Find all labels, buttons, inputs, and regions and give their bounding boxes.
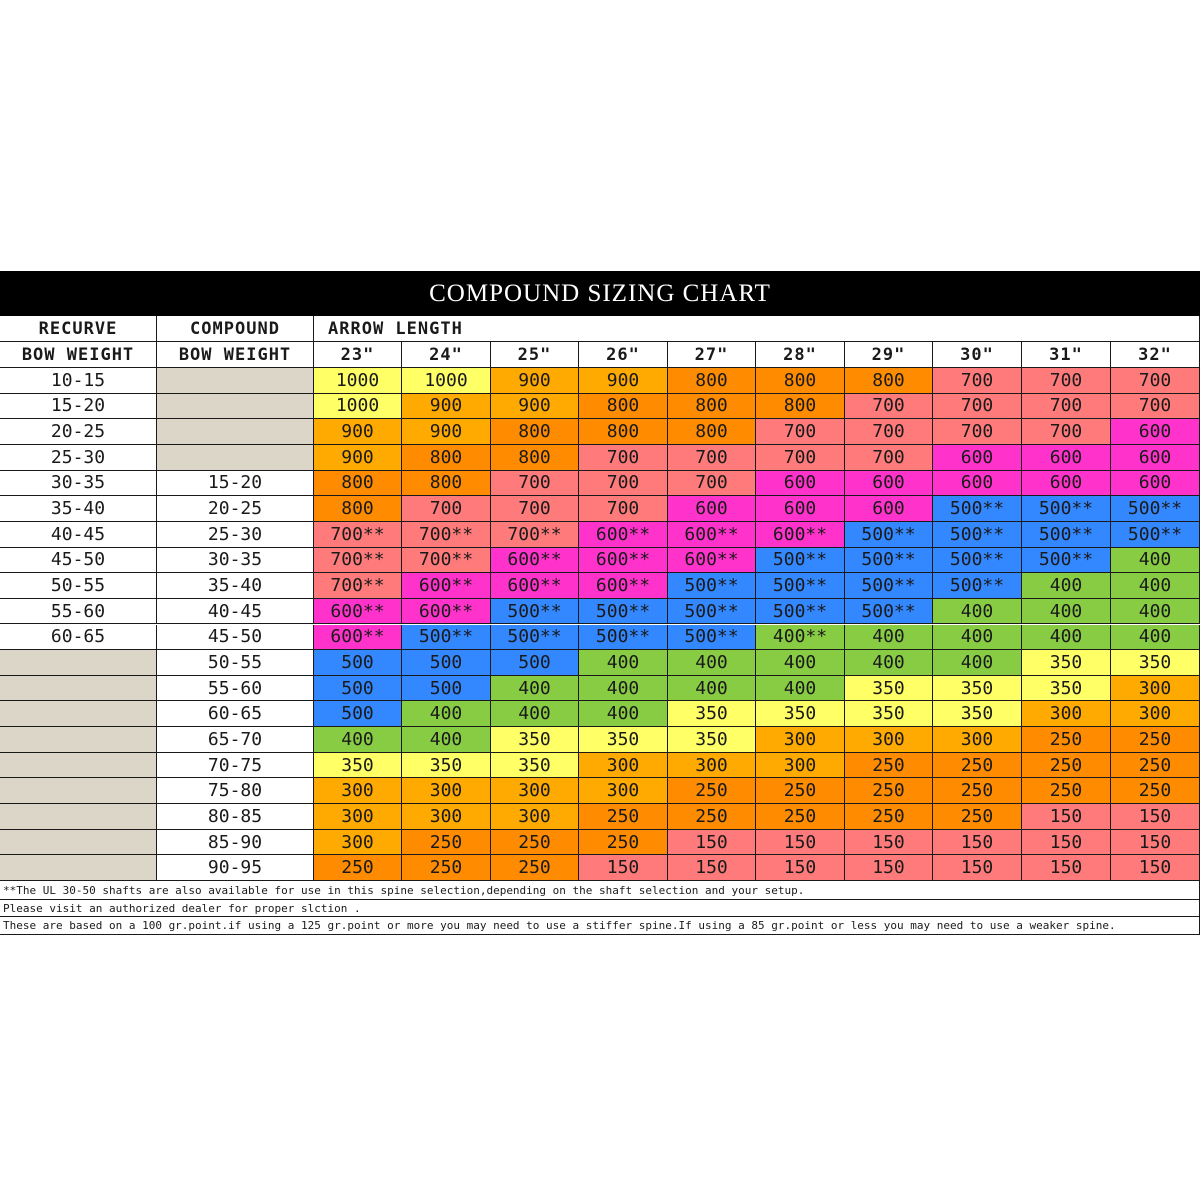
- spine-value-cell: 500: [314, 650, 402, 676]
- compound-weight: 40-45: [157, 599, 314, 625]
- spine-value-cell: 500**: [845, 522, 933, 548]
- spine-value-cell: 500**: [933, 573, 1022, 599]
- spine-value-cell: 150: [668, 855, 756, 881]
- spine-value-cell: 600: [1111, 471, 1200, 497]
- compound-weight: [157, 394, 314, 420]
- spine-value-cell: 150: [933, 855, 1022, 881]
- spine-value-cell: 800: [491, 419, 579, 445]
- spine-value-cell: 250: [756, 804, 845, 830]
- spine-value-cell: 150: [756, 830, 845, 856]
- compound-weight: 85-90: [157, 830, 314, 856]
- spine-value-cell: 800: [668, 368, 756, 394]
- spine-value-cell: 700: [668, 471, 756, 497]
- spine-value-cell: 700**: [402, 548, 491, 574]
- spine-value-cell: 350: [314, 753, 402, 779]
- spine-value-cell: 150: [756, 855, 845, 881]
- recurve-weight: [0, 676, 157, 702]
- spine-value-cell: 500: [491, 650, 579, 676]
- spine-value-cell: 350: [668, 727, 756, 753]
- spine-value-cell: 600**: [756, 522, 845, 548]
- spine-value-cell: 500**: [668, 625, 756, 651]
- spine-value-cell: 300: [933, 727, 1022, 753]
- spine-value-cell: 400: [402, 727, 491, 753]
- compound-header-line1: COMPOUND: [157, 316, 314, 342]
- spine-value-cell: 250: [1022, 778, 1111, 804]
- spine-value-cell: 600: [1022, 445, 1111, 471]
- spine-value-cell: 250: [668, 778, 756, 804]
- spine-value-cell: 700**: [402, 522, 491, 548]
- spine-value-cell: 800: [402, 471, 491, 497]
- spine-value-cell: 150: [1111, 855, 1200, 881]
- spine-value-cell: 600: [668, 496, 756, 522]
- spine-value-cell: 250: [1022, 753, 1111, 779]
- spine-value-cell: 500**: [491, 599, 579, 625]
- spine-value-cell: 300: [491, 778, 579, 804]
- spine-value-cell: 350: [1022, 676, 1111, 702]
- spine-value-cell: 500**: [491, 625, 579, 651]
- spine-value-cell: 700: [579, 445, 668, 471]
- spine-value-cell: 600**: [579, 548, 668, 574]
- spine-value-cell: 500**: [933, 522, 1022, 548]
- spine-value-cell: 500: [314, 676, 402, 702]
- spine-value-cell: 600: [933, 471, 1022, 497]
- arrow-length-9: 31": [1022, 342, 1111, 368]
- recurve-weight: 55-60: [0, 599, 157, 625]
- spine-value-cell: 500**: [1022, 548, 1111, 574]
- spine-value-cell: 400: [1111, 599, 1200, 625]
- spine-value-cell: 500: [314, 701, 402, 727]
- compound-weight: 80-85: [157, 804, 314, 830]
- spine-value-cell: 150: [1111, 804, 1200, 830]
- recurve-weight: [0, 855, 157, 881]
- spine-value-cell: 400: [845, 650, 933, 676]
- spine-value-cell: 250: [1111, 727, 1200, 753]
- spine-value-cell: 400: [491, 676, 579, 702]
- spine-value-cell: 250: [933, 804, 1022, 830]
- spine-value-cell: 350: [845, 701, 933, 727]
- arrow-length-4: 26": [579, 342, 668, 368]
- spine-value-cell: 300: [756, 727, 845, 753]
- spine-value-cell: 400: [845, 625, 933, 651]
- spine-value-cell: 600: [1111, 445, 1200, 471]
- spine-value-cell: 500**: [756, 548, 845, 574]
- spine-value-cell: 300: [1022, 701, 1111, 727]
- spine-value-cell: 600**: [579, 522, 668, 548]
- spine-value-cell: 700: [1022, 394, 1111, 420]
- spine-value-cell: 700: [668, 445, 756, 471]
- spine-value-cell: 500**: [933, 548, 1022, 574]
- spine-value-cell: 150: [845, 855, 933, 881]
- spine-value-cell: 700: [845, 419, 933, 445]
- recurve-weight: 10-15: [0, 368, 157, 394]
- spine-value-cell: 800: [756, 368, 845, 394]
- footnote-3: These are based on a 100 gr.point.if using a 125 gr.point or more you may need to use a stiffer spine.If using a 85 gr.point or less you may need to use a weaker spine.: [0, 917, 1200, 935]
- spine-value-cell: 250: [402, 830, 491, 856]
- spine-value-cell: 250: [1022, 727, 1111, 753]
- spine-value-cell: 600**: [402, 573, 491, 599]
- spine-value-cell: 350: [491, 753, 579, 779]
- arrow-length-3: 25": [491, 342, 579, 368]
- compound-weight: 65-70: [157, 727, 314, 753]
- spine-value-cell: 400: [491, 701, 579, 727]
- compound-weight: 60-65: [157, 701, 314, 727]
- spine-value-cell: 600**: [668, 522, 756, 548]
- recurve-header-line1: RECURVE: [0, 316, 157, 342]
- spine-value-cell: 900: [402, 394, 491, 420]
- spine-value-cell: 500: [402, 650, 491, 676]
- spine-value-cell: 300: [756, 753, 845, 779]
- compound-weight: [157, 368, 314, 394]
- spine-value-cell: 600: [933, 445, 1022, 471]
- spine-value-cell: 700: [1111, 368, 1200, 394]
- spine-value-cell: 250: [756, 778, 845, 804]
- spine-value-cell: 700: [845, 445, 933, 471]
- spine-value-cell: 400: [579, 701, 668, 727]
- spine-value-cell: 350: [1022, 650, 1111, 676]
- spine-value-cell: 600: [1022, 471, 1111, 497]
- chart-title: COMPOUND SIZING CHART: [0, 271, 1200, 316]
- spine-value-cell: 600**: [402, 599, 491, 625]
- spine-value-cell: 400: [1022, 573, 1111, 599]
- spine-value-cell: 500**: [933, 496, 1022, 522]
- compound-header-line2: BOW WEIGHT: [157, 342, 314, 368]
- spine-value-cell: 500**: [1022, 522, 1111, 548]
- spine-value-cell: 400: [1111, 573, 1200, 599]
- spine-value-cell: 250: [845, 804, 933, 830]
- spine-value-cell: 800: [314, 471, 402, 497]
- spine-value-cell: 350: [933, 676, 1022, 702]
- arrow-length-8: 30": [933, 342, 1022, 368]
- spine-value-cell: 250: [402, 855, 491, 881]
- spine-value-cell: 600: [845, 471, 933, 497]
- spine-value-cell: 600: [1111, 419, 1200, 445]
- spine-value-cell: 300: [402, 804, 491, 830]
- spine-value-cell: 800: [756, 394, 845, 420]
- spine-value-cell: 600**: [491, 573, 579, 599]
- spine-value-cell: 500**: [845, 599, 933, 625]
- spine-value-cell: 700: [1022, 368, 1111, 394]
- spine-value-cell: 400**: [756, 625, 845, 651]
- spine-value-cell: 1000: [314, 368, 402, 394]
- spine-value-cell: 150: [579, 855, 668, 881]
- spine-value-cell: 500**: [402, 625, 491, 651]
- recurve-weight: [0, 753, 157, 779]
- recurve-weight: [0, 650, 157, 676]
- compound-weight: [157, 419, 314, 445]
- compound-weight: 90-95: [157, 855, 314, 881]
- recurve-weight: [0, 830, 157, 856]
- spine-value-cell: 500**: [845, 548, 933, 574]
- spine-value-cell: 800: [402, 445, 491, 471]
- compound-weight: 45-50: [157, 625, 314, 651]
- spine-value-cell: 700**: [314, 548, 402, 574]
- spine-value-cell: 600**: [579, 573, 668, 599]
- spine-value-cell: 700**: [314, 522, 402, 548]
- spine-value-cell: 1000: [402, 368, 491, 394]
- spine-value-cell: 300: [491, 804, 579, 830]
- spine-value-cell: 600**: [668, 548, 756, 574]
- spine-value-cell: 900: [314, 445, 402, 471]
- spine-value-cell: 500**: [1022, 496, 1111, 522]
- spine-value-cell: 800: [668, 394, 756, 420]
- arrow-length-1: 23": [314, 342, 402, 368]
- arrow-length-6: 28": [756, 342, 845, 368]
- spine-value-cell: 400: [1111, 625, 1200, 651]
- spine-value-cell: 800: [491, 445, 579, 471]
- spine-value-cell: 250: [668, 804, 756, 830]
- spine-value-cell: 900: [314, 419, 402, 445]
- spine-value-cell: 350: [933, 701, 1022, 727]
- spine-value-cell: 350: [1111, 650, 1200, 676]
- spine-value-cell: 400: [579, 650, 668, 676]
- spine-value-cell: 150: [933, 830, 1022, 856]
- spine-value-cell: 350: [845, 676, 933, 702]
- spine-value-cell: 500**: [668, 599, 756, 625]
- spine-value-cell: 500**: [1111, 522, 1200, 548]
- spine-value-cell: 500**: [579, 599, 668, 625]
- spine-value-cell: 350: [402, 753, 491, 779]
- recurve-weight: 60-65: [0, 625, 157, 651]
- recurve-weight: 40-45: [0, 522, 157, 548]
- arrow-length-7: 29": [845, 342, 933, 368]
- spine-value-cell: 700: [933, 394, 1022, 420]
- spine-value-cell: 250: [314, 855, 402, 881]
- spine-value-cell: 700: [1111, 394, 1200, 420]
- recurve-weight: 15-20: [0, 394, 157, 420]
- spine-value-cell: 600**: [314, 599, 402, 625]
- spine-value-cell: 700: [933, 419, 1022, 445]
- spine-value-cell: 800: [579, 419, 668, 445]
- arrow-length-header: ARROW LENGTH: [314, 316, 1200, 342]
- spine-value-cell: 500: [402, 676, 491, 702]
- spine-value-cell: 300: [845, 727, 933, 753]
- spine-value-cell: 350: [756, 701, 845, 727]
- footnote-2: Please visit an authorized dealer for proper slction .: [0, 900, 1200, 917]
- spine-value-cell: 250: [579, 804, 668, 830]
- spine-value-cell: 400: [1111, 548, 1200, 574]
- spine-value-cell: 250: [1111, 778, 1200, 804]
- spine-value-cell: 350: [668, 701, 756, 727]
- spine-value-cell: 400: [668, 650, 756, 676]
- spine-value-cell: 300: [579, 753, 668, 779]
- spine-value-cell: 700**: [491, 522, 579, 548]
- spine-value-cell: 400: [933, 625, 1022, 651]
- spine-value-cell: 300: [668, 753, 756, 779]
- spine-value-cell: 400: [933, 650, 1022, 676]
- compound-weight: 55-60: [157, 676, 314, 702]
- recurve-weight: [0, 778, 157, 804]
- spine-value-cell: 700: [845, 394, 933, 420]
- compound-weight: 30-35: [157, 548, 314, 574]
- recurve-weight: [0, 727, 157, 753]
- spine-value-cell: 600: [845, 496, 933, 522]
- spine-value-cell: 600: [756, 471, 845, 497]
- spine-value-cell: 900: [579, 368, 668, 394]
- spine-value-cell: 400: [756, 676, 845, 702]
- spine-value-cell: 250: [933, 753, 1022, 779]
- spine-value-cell: 500**: [756, 599, 845, 625]
- footnote-1: **The UL 30-50 shafts are also available for use in this spine selection,depending on the shaft selection and your setup.: [0, 881, 1200, 900]
- spine-value-cell: 150: [1022, 804, 1111, 830]
- spine-value-cell: 800: [314, 496, 402, 522]
- spine-value-cell: 700: [579, 471, 668, 497]
- recurve-weight: 35-40: [0, 496, 157, 522]
- recurve-weight: 50-55: [0, 573, 157, 599]
- spine-value-cell: 300: [314, 804, 402, 830]
- compound-weight: 25-30: [157, 522, 314, 548]
- spine-value-cell: 250: [1111, 753, 1200, 779]
- spine-value-cell: 300: [314, 778, 402, 804]
- spine-value-cell: 900: [491, 394, 579, 420]
- spine-value-cell: 600**: [491, 548, 579, 574]
- spine-value-cell: 700: [1022, 419, 1111, 445]
- spine-value-cell: 900: [402, 419, 491, 445]
- spine-value-cell: 700: [756, 445, 845, 471]
- spine-value-cell: 300: [1111, 676, 1200, 702]
- spine-value-cell: 700: [756, 419, 845, 445]
- spine-value-cell: 250: [579, 830, 668, 856]
- spine-value-cell: 300: [1111, 701, 1200, 727]
- recurve-weight: [0, 804, 157, 830]
- recurve-weight: 30-35: [0, 471, 157, 497]
- spine-value-cell: 800: [845, 368, 933, 394]
- arrow-length-5: 27": [668, 342, 756, 368]
- spine-value-cell: 500**: [756, 573, 845, 599]
- compound-weight: [157, 445, 314, 471]
- arrow-length-10: 32": [1111, 342, 1200, 368]
- compound-weight: 50-55: [157, 650, 314, 676]
- spine-value-cell: 700: [933, 368, 1022, 394]
- spine-value-cell: 150: [1022, 855, 1111, 881]
- spine-value-cell: 400: [1022, 599, 1111, 625]
- spine-value-cell: 600**: [314, 625, 402, 651]
- recurve-header-line2: BOW WEIGHT: [0, 342, 157, 368]
- spine-value-cell: 250: [845, 753, 933, 779]
- spine-value-cell: 150: [845, 830, 933, 856]
- spine-value-cell: 800: [668, 419, 756, 445]
- spine-value-cell: 250: [933, 778, 1022, 804]
- spine-value-cell: 700: [579, 496, 668, 522]
- recurve-weight: [0, 701, 157, 727]
- spine-value-cell: 300: [579, 778, 668, 804]
- spine-value-cell: 500**: [845, 573, 933, 599]
- spine-value-cell: 400: [756, 650, 845, 676]
- spine-value-cell: 700: [402, 496, 491, 522]
- spine-value-cell: 400: [668, 676, 756, 702]
- spine-value-cell: 500**: [1111, 496, 1200, 522]
- spine-value-cell: 250: [491, 855, 579, 881]
- recurve-weight: 20-25: [0, 419, 157, 445]
- spine-value-cell: 1000: [314, 394, 402, 420]
- spine-value-cell: 350: [491, 727, 579, 753]
- arrow-length-2: 24": [402, 342, 491, 368]
- compound-weight: 70-75: [157, 753, 314, 779]
- spine-value-cell: 150: [1111, 830, 1200, 856]
- spine-value-cell: 400: [579, 676, 668, 702]
- spine-value-cell: 400: [314, 727, 402, 753]
- recurve-weight: 25-30: [0, 445, 157, 471]
- spine-value-cell: 300: [402, 778, 491, 804]
- spine-value-cell: 700**: [314, 573, 402, 599]
- spine-value-cell: 250: [845, 778, 933, 804]
- spine-value-cell: 350: [579, 727, 668, 753]
- spine-value-cell: 150: [1022, 830, 1111, 856]
- spine-value-cell: 700: [491, 471, 579, 497]
- spine-value-cell: 800: [579, 394, 668, 420]
- spine-value-cell: 400: [933, 599, 1022, 625]
- spine-value-cell: 500**: [579, 625, 668, 651]
- spine-value-cell: 700: [491, 496, 579, 522]
- compound-weight: 35-40: [157, 573, 314, 599]
- compound-weight: 75-80: [157, 778, 314, 804]
- spine-value-cell: 250: [491, 830, 579, 856]
- spine-value-cell: 400: [402, 701, 491, 727]
- spine-value-cell: 500**: [668, 573, 756, 599]
- spine-value-cell: 150: [668, 830, 756, 856]
- compound-weight: 15-20: [157, 471, 314, 497]
- spine-value-cell: 400: [1022, 625, 1111, 651]
- recurve-weight: 45-50: [0, 548, 157, 574]
- spine-value-cell: 300: [314, 830, 402, 856]
- sizing-chart-table: [0, 271, 1200, 932]
- spine-value-cell: 600: [756, 496, 845, 522]
- spine-value-cell: 900: [491, 368, 579, 394]
- compound-weight: 20-25: [157, 496, 314, 522]
